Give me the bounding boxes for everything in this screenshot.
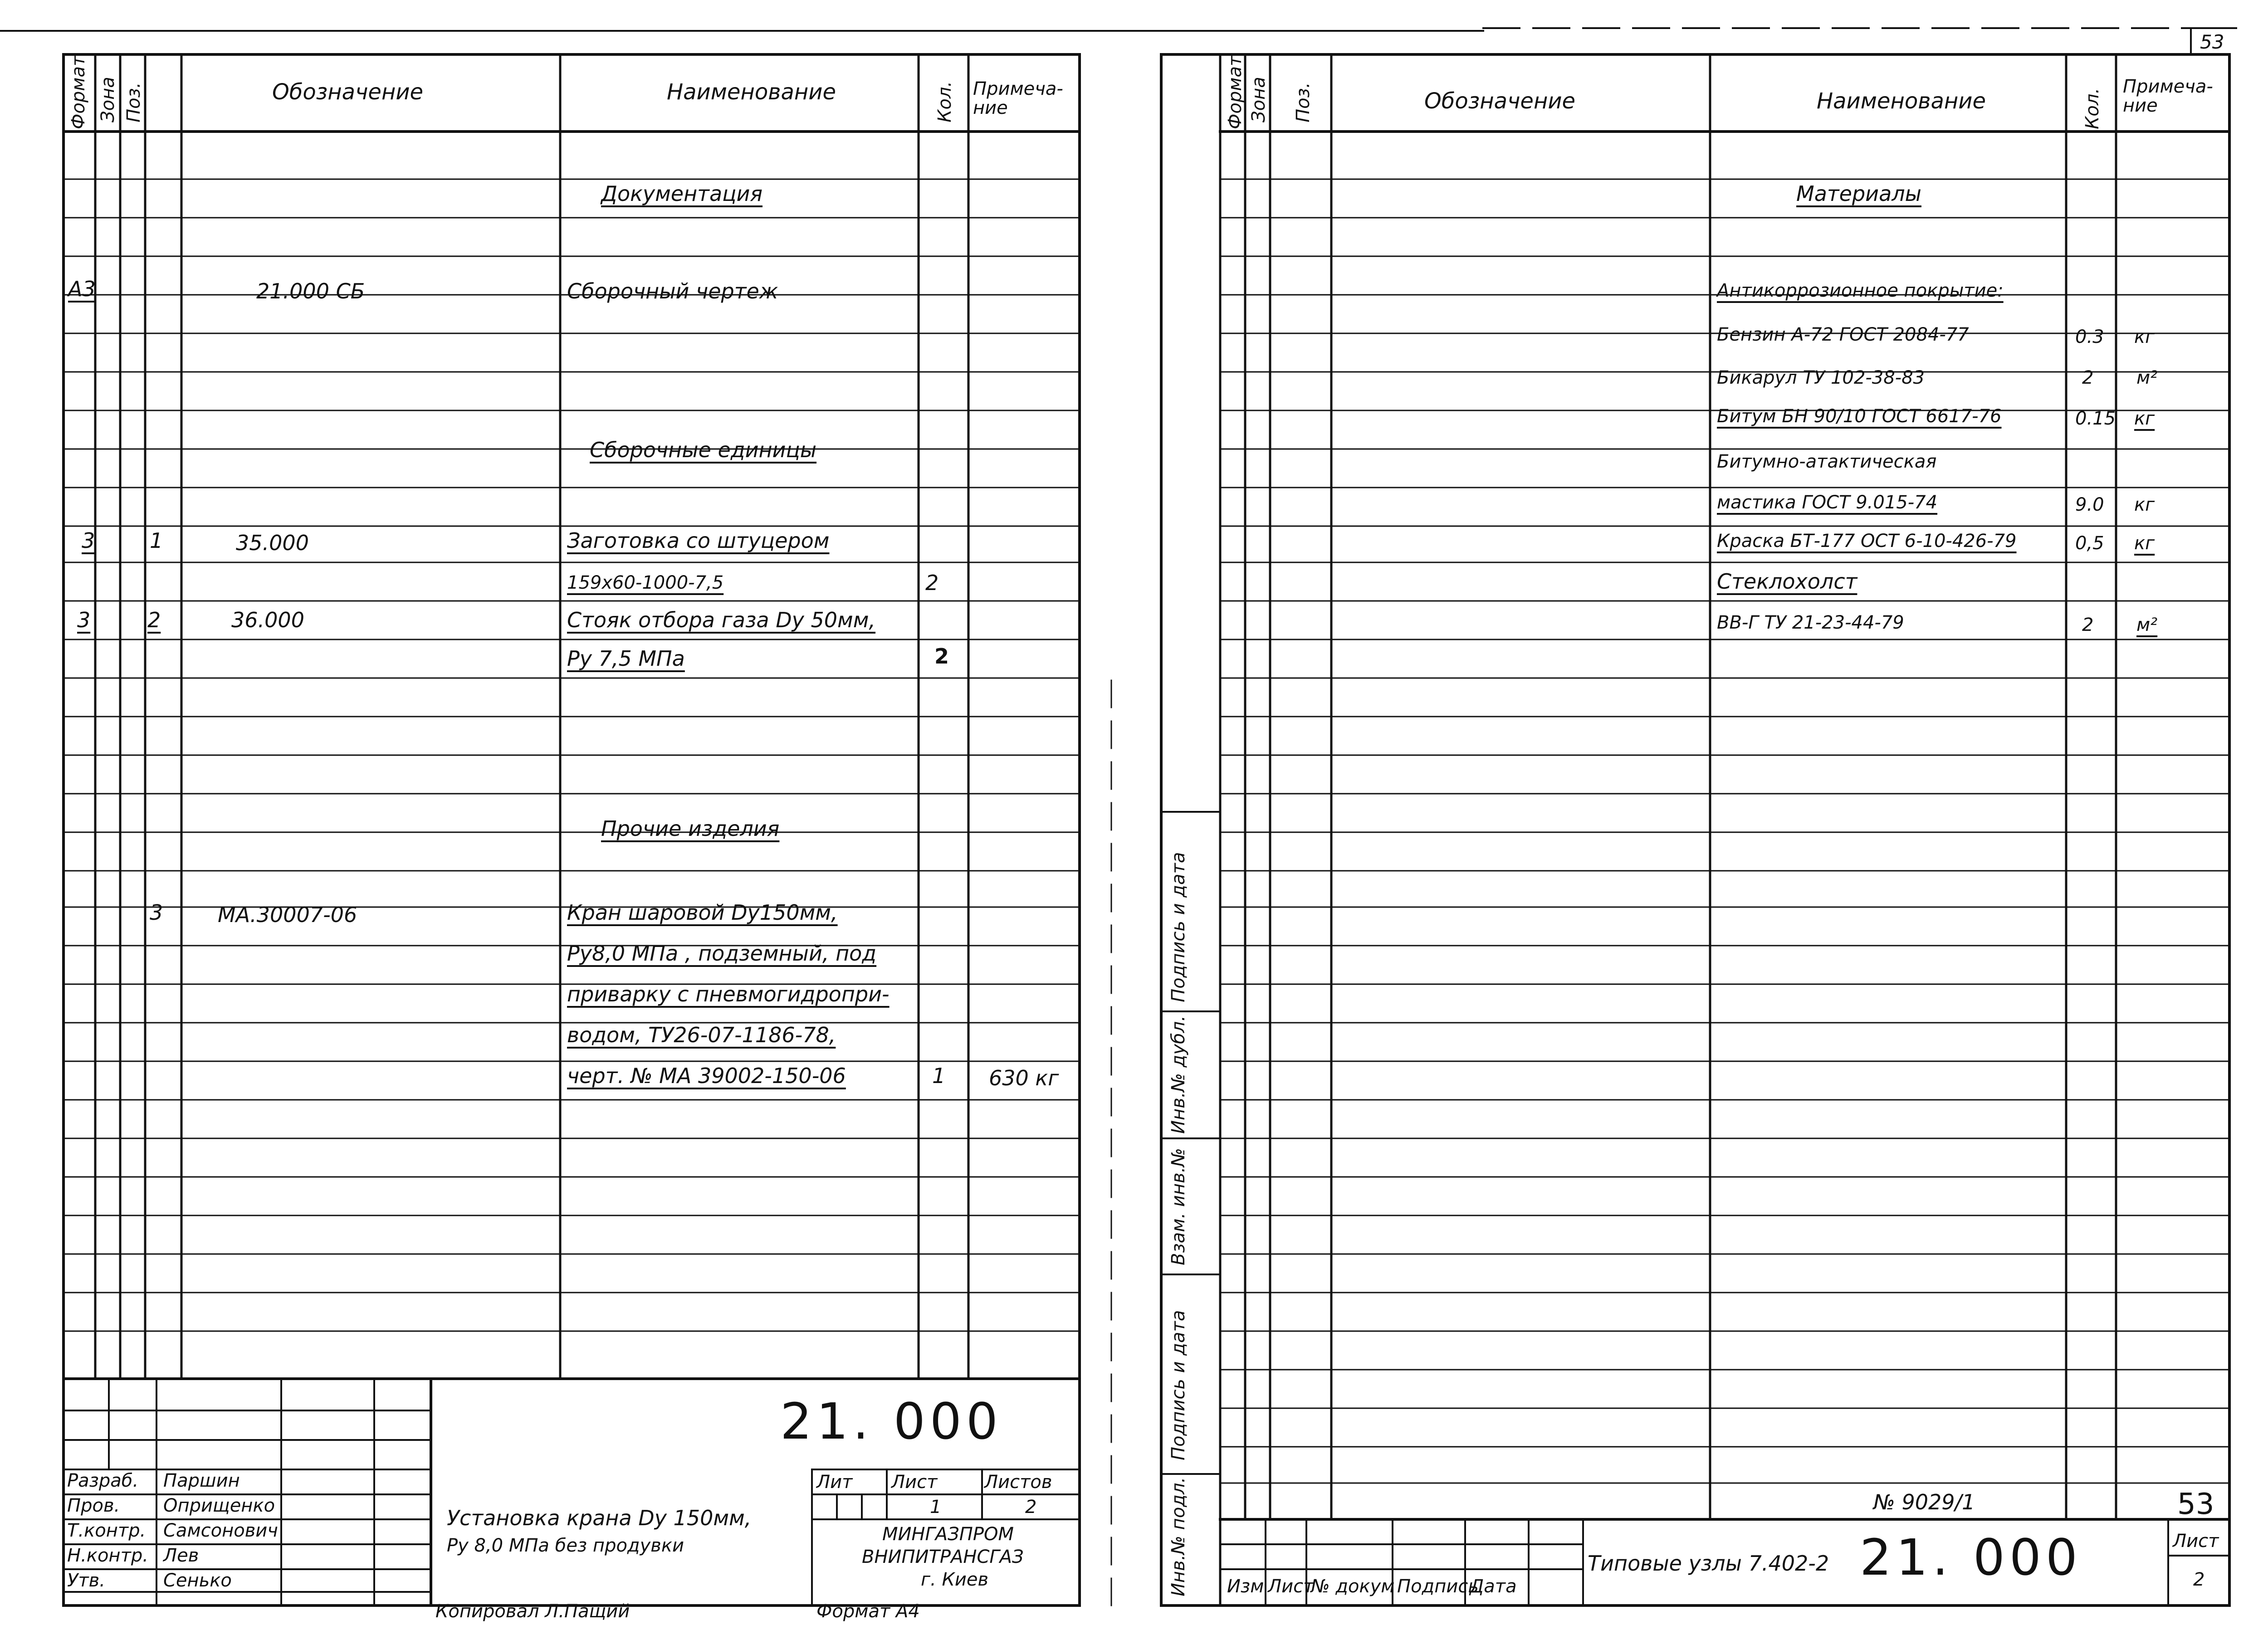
right-header-pos: Поз. — [1293, 82, 1314, 122]
material-name: мастика ГОСТ 9.015-74 — [1717, 492, 1938, 513]
left-title-line1: Установка крана Dу 150мм, — [447, 1506, 752, 1530]
role-label: Разраб. — [67, 1470, 139, 1491]
role-name: Оприщенко — [163, 1495, 275, 1516]
left-row-format: А3 — [68, 277, 96, 301]
left-header-designation: Обозначение — [272, 79, 424, 105]
left-header-name: Наименование — [667, 79, 836, 105]
left-row-qty: 2 — [934, 644, 949, 669]
lit-label: Лит — [816, 1472, 853, 1493]
left-section-documentation: Документация — [601, 181, 763, 206]
side-label-inv-podl: Инв.№ подл. — [1168, 1477, 1189, 1596]
left-row-name: 159х60-1000-7,5 — [567, 572, 724, 593]
material-unit: кг — [2134, 327, 2155, 347]
left-row-designation: 21.000 СБ — [256, 279, 365, 303]
stamp-col-list: Лист — [1268, 1576, 1314, 1597]
material-qty: 0.3 — [2075, 327, 2104, 347]
role-name: Самсонович — [163, 1520, 278, 1541]
role-label: Т.контр. — [67, 1520, 146, 1541]
sheet-label: Лист — [891, 1472, 938, 1493]
role-label: Пров. — [67, 1495, 120, 1516]
right-header-zone: Зона — [1248, 77, 1269, 122]
right-header-qty: Кол. — [2082, 88, 2103, 129]
sheets-value: 2 — [1025, 1497, 1037, 1518]
left-row-name: Стояк отбора газа Dу 50мм, — [567, 608, 876, 632]
stamp-col-sign: Подпись — [1397, 1576, 1479, 1597]
material-qty: 0.15 — [2075, 408, 2116, 429]
copied-by: Копировал Л.Пащий — [435, 1601, 630, 1622]
stamp-col-doc: № докум — [1311, 1576, 1395, 1597]
page-number: 53 — [2177, 1488, 2214, 1521]
material-unit: кг — [2134, 408, 2155, 429]
left-row-format: 3 — [77, 608, 91, 632]
sheet-value: 1 — [930, 1497, 942, 1518]
right-list-label: Лист — [2173, 1531, 2219, 1552]
left-row-name: Кран шаровой Dу150мм, — [567, 900, 838, 925]
format-note: Формат А4 — [816, 1601, 920, 1622]
left-row-note: 630 кг — [989, 1066, 1059, 1090]
side-label-signature-date-2: Подпись и дата — [1168, 852, 1189, 1002]
side-label-inv-dubl: Инв.№ дубл. — [1168, 1015, 1189, 1134]
side-label-signature-date: Подпись и дата — [1168, 1310, 1189, 1460]
left-row-designation: 35.000 — [236, 531, 309, 555]
right-section-materials: Материалы — [1796, 181, 1921, 206]
material-name: Антикоррозионное покрытие: — [1717, 280, 2004, 301]
left-row-name: черт. № МА 39002-150-06 — [567, 1064, 846, 1088]
left-row-name: Pу8,0 МПа , подземный, под — [567, 941, 877, 966]
left-row-name: Pу 7,5 МПа — [567, 646, 685, 671]
left-section-other-items: Прочие изделия — [601, 816, 780, 841]
role-label: Утв. — [67, 1570, 105, 1591]
left-row-designation: 36.000 — [231, 608, 304, 632]
material-unit: кг — [2134, 494, 2155, 515]
left-row-qty: 2 — [925, 571, 939, 595]
material-qty: 2 — [2082, 367, 2094, 388]
role-name: Паршин — [163, 1470, 240, 1491]
right-doc-number: 21. 000 — [1860, 1528, 2082, 1586]
left-row-format: 3 — [82, 528, 95, 553]
role-name: Сенько — [163, 1570, 232, 1591]
left-header-qty: Кол. — [934, 81, 955, 122]
right-list-value: 2 — [2193, 1569, 2205, 1590]
stamp-col-izm: Изм — [1227, 1576, 1264, 1597]
sheet-top-number: 53 — [2200, 31, 2224, 53]
material-name: Бикарул ТУ 102-38-83 — [1717, 367, 1925, 388]
left-row-name: Заготовка со штуцером — [567, 528, 830, 553]
left-doc-number: 21. 000 — [780, 1392, 1002, 1450]
material-name: Битум БН 90/10 ГОСТ 6617-76 — [1717, 406, 2002, 427]
left-row-name: водом, ТУ26-07-1186-78, — [567, 1023, 836, 1047]
role-name: Лев — [163, 1545, 199, 1566]
typical-units: Типовые узлы 7.402-2 — [1588, 1551, 1829, 1576]
right-header-format: Формат — [1225, 55, 1246, 129]
left-row-qty: 1 — [932, 1064, 946, 1088]
material-unit: кг — [2134, 533, 2155, 554]
right-header-name: Наименование — [1817, 88, 1986, 114]
right-header-note: Примеча- ние — [2123, 76, 2213, 116]
org-line1: МИНГАЗПРОМ — [882, 1524, 1014, 1545]
left-header-note: Примеча- ние — [973, 78, 1063, 118]
right-header-designation: Обозначение — [1424, 88, 1576, 114]
role-label: Н.контр. — [67, 1545, 148, 1566]
left-row-designation: МА.30007-06 — [218, 903, 357, 927]
material-name: Бензин А-72 ГОСТ 2084-77 — [1717, 324, 1969, 345]
side-label-vzam-inv: Взам. инв.№ — [1168, 1148, 1189, 1265]
material-qty: 9.0 — [2075, 494, 2104, 515]
sheets-label: Листов — [984, 1472, 1052, 1493]
material-name: ВВ-Г ТУ 21-23-44-79 — [1717, 612, 1904, 633]
org-line3: г. Киев — [921, 1569, 989, 1590]
left-row-name: приварку с пневмогидропри- — [567, 982, 890, 1006]
left-section-assembly-units: Сборочные единицы — [590, 438, 817, 462]
left-row-pos: 3 — [150, 900, 163, 925]
left-row-name: Сборочный чертеж — [567, 279, 778, 303]
material-name: Стеклохолст — [1717, 569, 1857, 594]
left-header-pos: Поз. — [123, 82, 144, 122]
material-qty: 0,5 — [2075, 533, 2104, 554]
left-header-format: Формат — [68, 55, 89, 129]
material-qty: 2 — [2082, 615, 2094, 635]
left-row-pos: 2 — [147, 608, 161, 632]
stamp-col-date: Дата — [1470, 1576, 1517, 1597]
material-name: Краска БТ-177 ОСТ 6-10-426-79 — [1717, 531, 2017, 551]
left-row-pos: 1 — [150, 528, 163, 553]
left-header-zone: Зона — [98, 77, 118, 122]
material-unit: м² — [2136, 367, 2158, 388]
left-title-line2: Pу 8,0 МПа без продувки — [447, 1535, 684, 1556]
order-number: № 9029/1 — [1873, 1490, 1975, 1514]
org-line2: ВНИПИТРАНСГАЗ — [862, 1547, 1024, 1567]
material-name: Битумно-атактическая — [1717, 451, 1937, 472]
material-unit: м² — [2136, 615, 2158, 635]
